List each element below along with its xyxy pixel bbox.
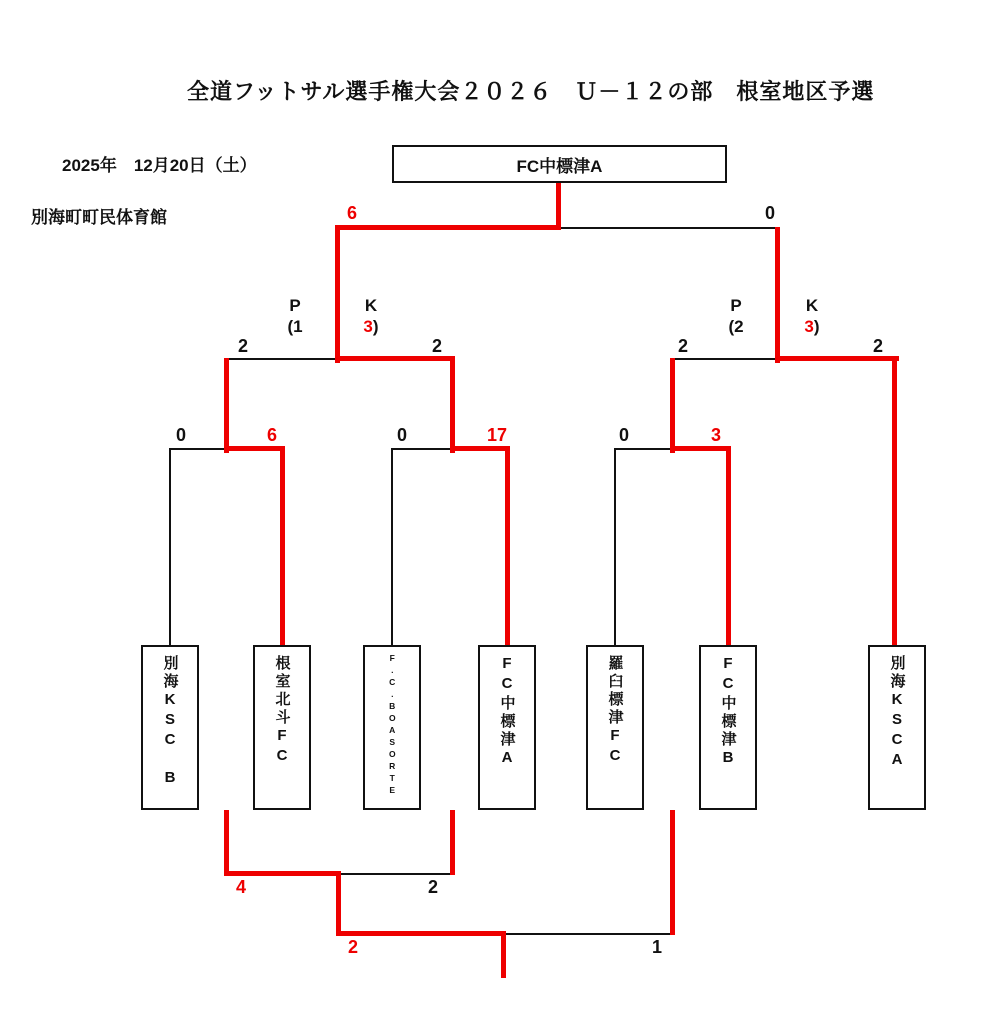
- connector-semifinal2-up: [775, 227, 780, 363]
- quarterfinal1-right-score: 6: [266, 425, 278, 445]
- champion-box: [392, 145, 727, 183]
- connector-consolation1-left: [224, 871, 341, 876]
- pk-left-value: (1: [287, 317, 303, 336]
- semifinal2-left-score: 2: [677, 336, 689, 356]
- quarterfinal3-right-score: 3: [710, 425, 722, 445]
- connector-quarterfinal1-left: [169, 448, 227, 450]
- pk-left-value: (2: [728, 317, 744, 336]
- connector-quarterfinal3-up: [670, 358, 675, 453]
- quarterfinal1-left-score: 0: [175, 425, 187, 445]
- connector-champion-drop: [556, 183, 561, 230]
- team-box-bekkai-ksc-b: [141, 645, 199, 810]
- connector-quarterfinal3-left: [614, 448, 674, 450]
- event-date: 2025年 12月20日（土）: [62, 156, 257, 175]
- connector-consolation-drop-3: [670, 810, 675, 935]
- final-left-score: 6: [346, 203, 358, 223]
- connector-team3-drop: [391, 448, 393, 647]
- quarterfinal2-left-score: 0: [396, 425, 408, 445]
- team-name: F.C.BOASORTE: [387, 653, 398, 797]
- connector-team7-bye-line: [892, 356, 897, 647]
- connector-team5-drop: [614, 448, 616, 647]
- connector-quarterfinal1-up: [224, 358, 229, 453]
- pk-letter-k: K: [364, 296, 378, 315]
- pk-right-paren: ): [813, 317, 820, 336]
- semifinal2-pk-right: [804, 295, 819, 337]
- consolation-final-left-score: 2: [347, 937, 359, 957]
- connector-consolation1-right: [338, 873, 452, 875]
- connector-team6-drop: [726, 446, 731, 647]
- connector-semifinal1-left: [225, 358, 339, 360]
- connector-consolation-winner-stub: [501, 931, 506, 978]
- connector-final-right: [558, 227, 779, 229]
- team-name: 根室北斗FC: [273, 655, 291, 767]
- connector-team1-drop: [169, 448, 171, 647]
- connector-semifinal2-right: [775, 356, 899, 361]
- semifinal2-pk-left: [728, 295, 743, 337]
- connector-semifinal2-left: [671, 358, 779, 360]
- pk-letter-p: P: [730, 296, 742, 315]
- connector-quarterfinal2-right: [450, 446, 509, 451]
- pk-right-value: [363, 316, 378, 337]
- team-name: FC中標津B: [719, 655, 737, 769]
- page-title: 全道フットサル選手権大会２０２６ Ｕ－１２の部 根室地区予選: [187, 79, 875, 104]
- team-name: FC中標津A: [498, 655, 516, 769]
- final-right-score: 0: [764, 203, 776, 223]
- semifinal1-right-score: 2: [431, 336, 443, 356]
- connector-team2-drop: [280, 446, 285, 647]
- quarterfinal2-right-score: 17: [486, 425, 508, 445]
- quarterfinal3-left-score: 0: [618, 425, 630, 445]
- event-venue: 別海町町民体育館: [31, 208, 167, 227]
- team-name: 羅臼標津FC: [606, 655, 624, 767]
- pk-letter-p: P: [289, 296, 301, 315]
- team-box-fc-boasorte: [363, 645, 421, 810]
- connector-quarterfinal2-left: [391, 448, 452, 450]
- connector-consolation-drop-1: [224, 810, 229, 875]
- connector-quarterfinal2-up: [450, 358, 455, 453]
- semifinal1-pk-right: [363, 295, 378, 337]
- pk-letter-k: K: [805, 296, 819, 315]
- consolation1-right-score: 2: [427, 877, 439, 897]
- connector-quarterfinal1-right: [224, 446, 285, 451]
- pk-right-number: 3: [804, 317, 814, 336]
- pk-right-paren: ): [372, 317, 379, 336]
- connector-final-left: [335, 225, 561, 230]
- team-box-rausu-shibetsu-fc: [586, 645, 644, 810]
- connector-semifinal1-right: [335, 356, 455, 361]
- team-box-fc-nakashibetsu-a: [478, 645, 536, 810]
- champion-name: FC中標津A: [516, 156, 603, 176]
- consolation-final-right-score: 1: [651, 937, 663, 957]
- semifinal1-pk-left: [287, 295, 302, 337]
- pk-right-number: 3: [363, 317, 373, 336]
- team-name: 別海KSCA: [888, 655, 906, 771]
- connector-semifinal1-up: [335, 225, 340, 363]
- connector-consolation-final-right: [503, 933, 674, 935]
- connector-consolation1-down: [336, 871, 341, 935]
- team-box-bekkai-ksca: [868, 645, 926, 810]
- connector-team4-drop: [505, 446, 510, 647]
- consolation1-left-score: 4: [235, 877, 247, 897]
- semifinal1-left-score: 2: [237, 336, 249, 356]
- team-box-fc-nakashibetsu-b: [699, 645, 757, 810]
- semifinal2-right-score: 2: [872, 336, 884, 356]
- team-name: 別海KSC B: [161, 655, 179, 789]
- connector-quarterfinal3-right: [670, 446, 730, 451]
- connector-consolation-final-left: [336, 931, 506, 936]
- pk-right-value: [804, 316, 819, 337]
- team-box-nemuro-hokuto-fc: [253, 645, 311, 810]
- connector-consolation-drop-2: [450, 810, 455, 875]
